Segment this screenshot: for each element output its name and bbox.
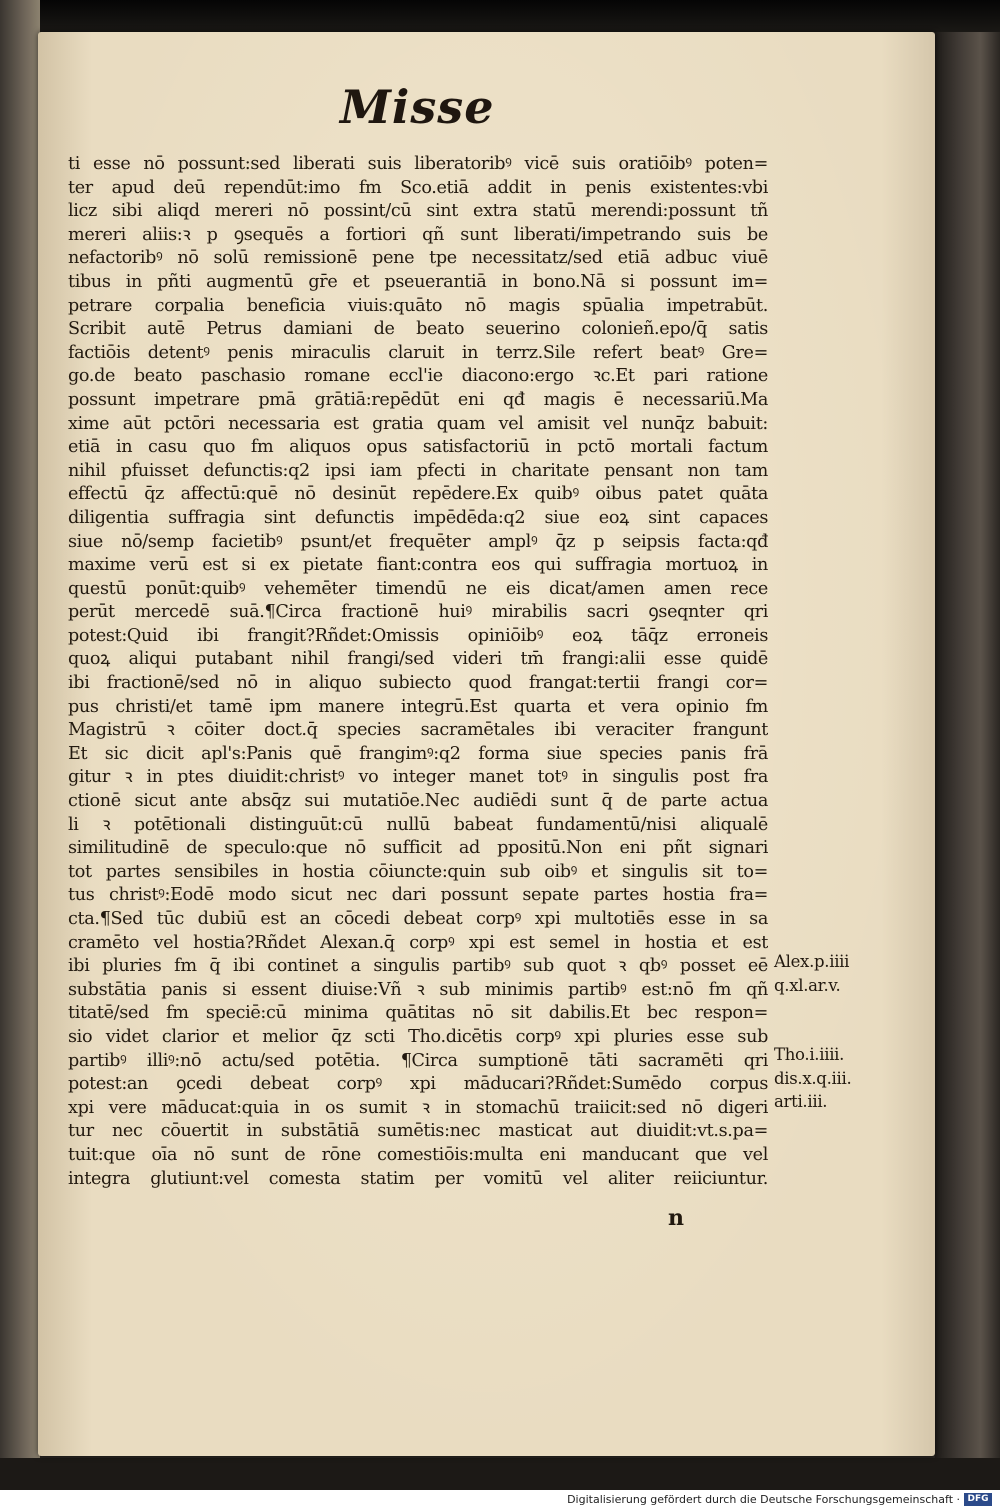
text-line: ibi pluries fm q̄ ibi continet a singulis partibꝰ sub quot ꝛ qbꝰ posset eē (68, 956, 768, 977)
text-line: nihil pfuisset defunctis:q2 ipsi iam pfecti in charitate pensant non tam (68, 460, 768, 481)
text-line: xime aūt pctōri necessaria est gratia quam vel amisit vel nunq̄z babuit: (68, 413, 768, 434)
text-line: go.de beato paschasio romane eccl'ie diacono:ergo ꝛc.Et pari ratione (68, 366, 768, 387)
text-line: licz sibi aliqd mereri nō possint/cū sint extra statū merendi:possunt tñ (68, 201, 768, 222)
text-line: diligentia suffragia sint defunctis impēdēda:q2 siue eoꝝ sint capaces (68, 507, 768, 528)
text-line: substātia panis si essent diuise:Vñ ꝛ sub minimis partibꝰ est:nō fm qñ (68, 979, 768, 1000)
text-line: cta.¶Sed tūc dubiū est an cōcedi debeat corpꝰ xpi multotiēs esse in sa (68, 909, 768, 929)
text-line: questū ponūt:quibꝰ vehemēter timendū ne eis dicat/amen amen rece (68, 578, 768, 599)
text-line: tur nec cōuertit in substātiā sumētis:nec masticat aut diuidit:vt.s.pa= (68, 1121, 768, 1142)
marginal-note-line: Alex.p.iiii (774, 952, 850, 971)
text-line: gitur ꝛ in ptes diuidit:christꝰ vo integer manet totꝰ in singulis post fra (68, 767, 768, 788)
text-line: factiōis detentꝰ penis miraculis claruit in terrz.Sile refert beatꝰ Gre= (68, 342, 768, 363)
text-line: nefactoribꝰ nō solū remissionē pene tpe necessitatz/sed etiā adbuc viuē (68, 248, 768, 269)
marginal-note-line: arti.iii. (774, 1092, 828, 1112)
text-line: etiā in casu quo fm aliquos opus satisfactoriū in pctō mortali factum (68, 437, 768, 458)
text-line: maxime verū est si ex pietate fiant:contra eos qui suffragia mortuoꝝ in (68, 555, 768, 576)
marginal-note-alexander (774, 950, 884, 997)
scan-background-bottom (0, 1458, 1000, 1490)
text-line: titatē/sed fm speciē:cū minima quātitas nō sit dabilis.Et bec respon= (68, 1003, 768, 1024)
text-line: Et sic dicit apl's:Panis quē frangimꝰ:q2 forma siue species panis frā (68, 743, 768, 764)
text-line: Magistrū ꝛ cōiter doct.q̄ species sacramētales ibi veraciter frangunt (68, 720, 768, 741)
signature-mark: n (668, 1205, 684, 1231)
text-line: tibus in pñti augmentū gr̄e et pseuerantiā in bono.Nā si possunt im= (68, 271, 768, 292)
marginal-note-line: Tho.i.iiii. (774, 1045, 845, 1064)
text-line: possunt impetrare pmā grātiā:repēdūt eni qđ magis ē necessariū.Ma (68, 389, 768, 410)
text-line: quoꝝ aliqui putabant nihil frangi/sed videri tm̄ frangi:alii esse quidē (68, 649, 768, 670)
text-line: siue nō/semp facietibꝰ psunt/et frequēter amplꝰ q̄z p seipsis facta:qđ (68, 531, 768, 552)
text-line: potest:Quid ibi frangit?Rñdet:Omissis opiniōibꝰ eoꝝ tāq̄z erroneis (68, 625, 768, 646)
body-text (68, 153, 768, 1191)
text-line: ter apud deū rependūt:imo fm Sco.etiā addit in penis existentes:vbi (68, 177, 768, 198)
text-line: mereri aliis:ꝛ p ꝯsequēs a fortiori qñ sunt liberati/impetrando suis be (68, 224, 768, 245)
footer-bar (0, 1490, 1000, 1510)
scan-background-right (935, 32, 1000, 1490)
text-line: integra glutiunt:vel comesta statim per vomitū vel aliter reiiciuntur. (68, 1168, 768, 1189)
text-line: pus christi/et tamē ipm manere integrū.Est quarta et vera opinio fm (68, 696, 768, 717)
marginal-note-thomas (774, 1043, 884, 1114)
text-line: tot partes sensibiles in hostia cōiuncte:quin sub oibꝰ et singulis sit to= (68, 861, 768, 882)
scan-background-top (0, 0, 1000, 32)
text-line: tus christꝰ:Eodē modo sicut nec dari possunt sepate partes hostia fra= (68, 885, 768, 906)
text-line: ti esse nō possunt:sed liberati suis liberatoribꝰ vicē suis oratiōibꝰ poten= (68, 154, 768, 174)
text-line: Scribit autē Petrus damiani de beato seuerino colonieñ.epo/q̄ satis (68, 319, 768, 340)
text-line: ibi fractionē/sed nō in aliquo subiecto quod frangat:tertii frangi cor= (68, 673, 768, 694)
text-line: tuit:que oīa nō sunt de rōne comestiōis:multa eni manducant que vel (68, 1144, 768, 1165)
text-line: effectū q̄z affectū:quē nō desinūt repēdere.Ex quibꝰ oibus patet quāta (68, 484, 768, 505)
marginal-note-line: dis.x.q.iii. (774, 1068, 852, 1088)
funding-notice: Digitalisierung gefördert durch die Deutsche Forschungsgemeinschaft · (567, 1493, 960, 1506)
dfg-logo[interactable]: DFG (964, 1493, 992, 1506)
text-line: cramēto vel hostia?Rñdet Alexan.q̄ corpꝰ xpi est semel in hostia et est (68, 932, 768, 953)
text-line: xpi vere māducat:quia in os sumit ꝛ in stomachū traiicit:sed nō digeri (68, 1097, 768, 1118)
text-line: potest:an ꝯcedi debeat corpꝰ xpi māducari?Rñdet:Sumēdo corpus (68, 1074, 768, 1095)
text-line: ctionē sicut ante absq̄z sui mutatiōe.Nec audiēdi sunt q̄ de parte actua (68, 791, 768, 812)
marginal-note-line: q.xl.ar.v. (774, 975, 841, 995)
running-head: Misse (340, 80, 495, 134)
text-line: li ꝛ potētionali distinguūt:cū nullū babeat fundamentū/nisi aliqualē (68, 814, 768, 835)
text-line: petrare corpalia beneficia viuis:quāto nō magis spūalia impetrabūt. (68, 295, 768, 316)
text-line: partibꝰ illiꝰ:nō actu/sed potētia. ¶Circa sumptionē tāti sacramēti qri (68, 1050, 768, 1071)
text-line: perūt mercedē suā.¶Circa fractionē huiꝰ mirabilis sacri ꝯseqnter qri (68, 602, 768, 623)
scan-background-left (0, 0, 40, 1490)
text-line: sio videt clarior et melior q̄z scti Tho.dicētis corpꝰ xpi pluries esse sub (68, 1026, 768, 1047)
text-line: similitudinē de speculo:que nō sufficit ad ppositū.Non eni pñt signari (68, 838, 768, 859)
